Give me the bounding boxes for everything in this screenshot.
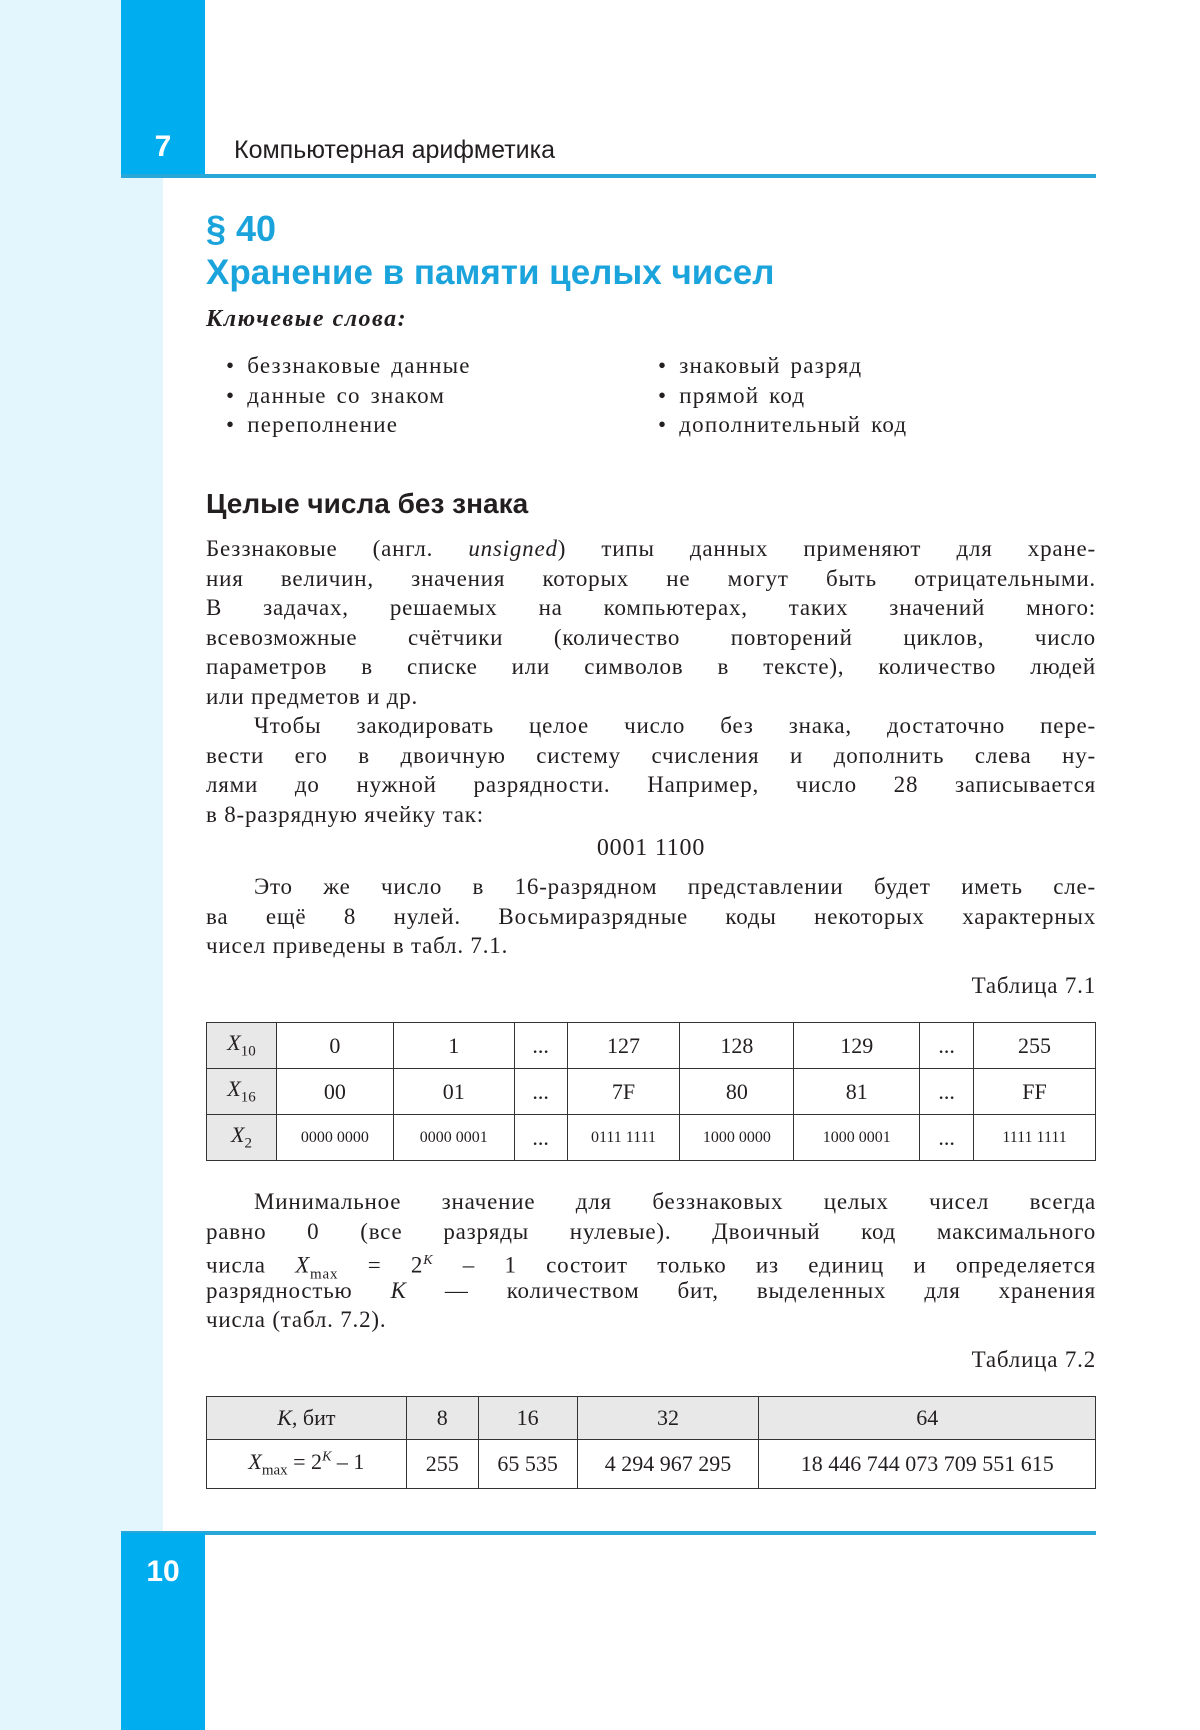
- text-line: [206, 711, 1096, 741]
- value-cell: 0000 0001: [393, 1115, 514, 1161]
- text-run: в 8-разрядную ячейку так:: [206, 801, 484, 827]
- text-line: [206, 770, 1096, 800]
- subheading: Целые числа без знака: [206, 488, 529, 519]
- text-run: Это же число в 16-разрядном представлении будет иметь сле-: [254, 874, 1096, 899]
- row-label-cell: $X_{max} = 2^K - 1$: [207, 1439, 407, 1488]
- value-cell: 1000 0000: [680, 1115, 794, 1161]
- text-run: Чтобы закодировать целое число без знака, достаточно пере-: [254, 713, 1096, 738]
- text-run: числа (табл. 7.2).: [206, 1307, 387, 1332]
- keyword-item: • прямой код: [658, 383, 805, 409]
- xmax-cell: 4 294 967 295: [577, 1439, 759, 1488]
- xmax-cell: 18 446 744 073 709 551 615: [759, 1439, 1096, 1488]
- text-line: [206, 741, 1096, 771]
- text-run: всевозможные счётчики (количество повторений циклов, число: [206, 624, 1096, 650]
- text-run: разрядностью: [206, 1277, 391, 1303]
- table-7-2: [206, 1396, 1096, 1489]
- row-label-base: 2: [244, 1135, 252, 1152]
- text-line: [206, 564, 1096, 594]
- table-7-1: [206, 1022, 1096, 1161]
- text-line: [206, 800, 1096, 830]
- text-run: X: [295, 1252, 311, 1278]
- paragraph: [206, 711, 1096, 829]
- text-line: [206, 902, 1096, 932]
- value-cell: 0000 0000: [276, 1115, 393, 1161]
- page-number: 10: [146, 1555, 180, 1588]
- value-cell: 01: [393, 1069, 514, 1115]
- paragraph: [206, 534, 1096, 711]
- text-run: K: [390, 1277, 407, 1303]
- text-line: [206, 1305, 1096, 1335]
- value-cell: FF: [974, 1069, 1096, 1115]
- text-run: равно 0 (все разряды нулевые). Двоичный код максимального: [206, 1218, 1096, 1244]
- text-run: или предметов и др.: [206, 683, 419, 709]
- value-cell: ...: [514, 1069, 567, 1115]
- value-cell: 1: [393, 1023, 514, 1069]
- value-cell: 00: [276, 1069, 393, 1115]
- text-run: Беззнаковые (англ.: [206, 536, 469, 561]
- text-run: вести его в двоичную систему счисления и дополнить слева ну-: [206, 742, 1096, 768]
- header-cell: K, бит: [207, 1397, 407, 1440]
- table-row: [207, 1397, 1096, 1440]
- text-line: [206, 534, 1096, 564]
- text-line: [206, 1217, 1096, 1247]
- keyword-item: • дополнительный код: [658, 412, 907, 438]
- k-cell: 8: [406, 1397, 478, 1440]
- value-cell: 7F: [567, 1069, 680, 1115]
- row-label-var: X: [227, 1076, 241, 1102]
- k-cell: 16: [478, 1397, 577, 1440]
- table-row: [207, 1115, 1096, 1161]
- text-run: max: [310, 1266, 339, 1283]
- text-run: – 1 состоит только из единиц и определяется: [433, 1252, 1096, 1278]
- text-run: 0001 1100: [596, 835, 706, 861]
- text-line: [206, 834, 1096, 864]
- text-line: [206, 682, 1096, 712]
- text-run: параметров в списке или символов в тексте), количество людей: [206, 654, 1096, 679]
- table-row: [207, 1439, 1096, 1488]
- value-cell: ...: [514, 1023, 567, 1069]
- text-run: ния величин, значения которых не могут быть отрицательными.: [206, 565, 1096, 591]
- keywords-label: Ключевые слова:: [206, 306, 408, 332]
- text-line: [206, 1187, 1096, 1217]
- value-cell: 81: [794, 1069, 920, 1115]
- text-run: В задачах, решаемых на компьютерах, таких значений много:: [206, 595, 1096, 620]
- table-caption: Таблица 7.1: [971, 973, 1096, 998]
- chapter-number: 7: [154, 130, 172, 163]
- text-line: [206, 593, 1096, 623]
- value-cell: 255: [974, 1023, 1096, 1069]
- row-label-base: 10: [240, 1043, 256, 1060]
- row-label-cell: [207, 1115, 277, 1161]
- value-cell: 0111 1111: [567, 1115, 680, 1161]
- value-cell: 128: [680, 1023, 794, 1069]
- value-cell: ...: [920, 1023, 974, 1069]
- row-label-var: X: [227, 1030, 241, 1056]
- text-line: [206, 872, 1096, 902]
- keyword-item: • беззнаковые данные: [226, 353, 471, 379]
- header-rule: [121, 174, 1096, 178]
- left-margin-strip: [0, 0, 121, 1730]
- keyword-item: • переполнение: [226, 412, 398, 438]
- paragraph: [206, 1187, 1096, 1335]
- text-line: [206, 623, 1096, 653]
- keyword-item: • данные со знаком: [226, 383, 445, 409]
- text-run: = 2: [338, 1252, 424, 1278]
- value-cell: 127: [567, 1023, 680, 1069]
- k-cell: 32: [577, 1397, 759, 1440]
- section-number: § 40: [206, 208, 277, 249]
- value-cell: ...: [514, 1115, 567, 1161]
- table-row: [207, 1023, 1096, 1069]
- row-label-cell: [207, 1023, 277, 1069]
- text-run: чисел приведены в табл. 7.1.: [206, 933, 509, 958]
- row-label-cell: [207, 1069, 277, 1115]
- text-run: unsigned: [468, 536, 558, 561]
- row-label-var: X: [230, 1122, 245, 1148]
- row-label-base: 16: [240, 1089, 256, 1106]
- value-cell: 129: [794, 1023, 920, 1069]
- text-line: [206, 1276, 1096, 1306]
- text-line: [206, 931, 1096, 961]
- value-cell: 1000 0001: [794, 1115, 920, 1161]
- xmax-cell: 65 535: [478, 1439, 577, 1488]
- running-title: Компьютерная арифметика: [234, 136, 555, 164]
- table-caption: Таблица 7.2: [971, 1347, 1096, 1372]
- value-cell: ...: [920, 1115, 974, 1161]
- text-run: Минимальное значение для беззнаковых целых чисел всегда: [254, 1189, 1096, 1214]
- text-line: [206, 652, 1096, 682]
- binary-example: [206, 834, 1096, 864]
- keyword-item: • знаковый разряд: [658, 353, 862, 379]
- xmax-cell: 255: [406, 1439, 478, 1488]
- value-cell: ...: [920, 1069, 974, 1115]
- text-run: ва ещё 8 нулей. Восьмиразрядные коды некоторых характерных: [206, 903, 1096, 929]
- value-cell: 1111 1111: [974, 1115, 1096, 1161]
- paragraph: [206, 872, 1096, 961]
- value-cell: 0: [276, 1023, 393, 1069]
- section-title: Хранение в памяти целых чисел: [206, 253, 775, 292]
- text-line: [206, 1246, 1096, 1283]
- k-cell: 64: [759, 1397, 1096, 1440]
- footer-rule: [121, 1531, 1096, 1535]
- text-run: числа: [206, 1252, 296, 1278]
- text-run: ) типы данных применяют для хране-: [557, 536, 1096, 561]
- text-run: лями до нужной разрядности. Например, число 28 записывается: [206, 772, 1096, 797]
- left-margin-strip-inner: [121, 176, 163, 1533]
- table-row: [207, 1069, 1096, 1115]
- text-run: K: [423, 1253, 434, 1268]
- value-cell: 80: [680, 1069, 794, 1115]
- text-run: — количеством бит, выделенных для хранения: [406, 1277, 1096, 1303]
